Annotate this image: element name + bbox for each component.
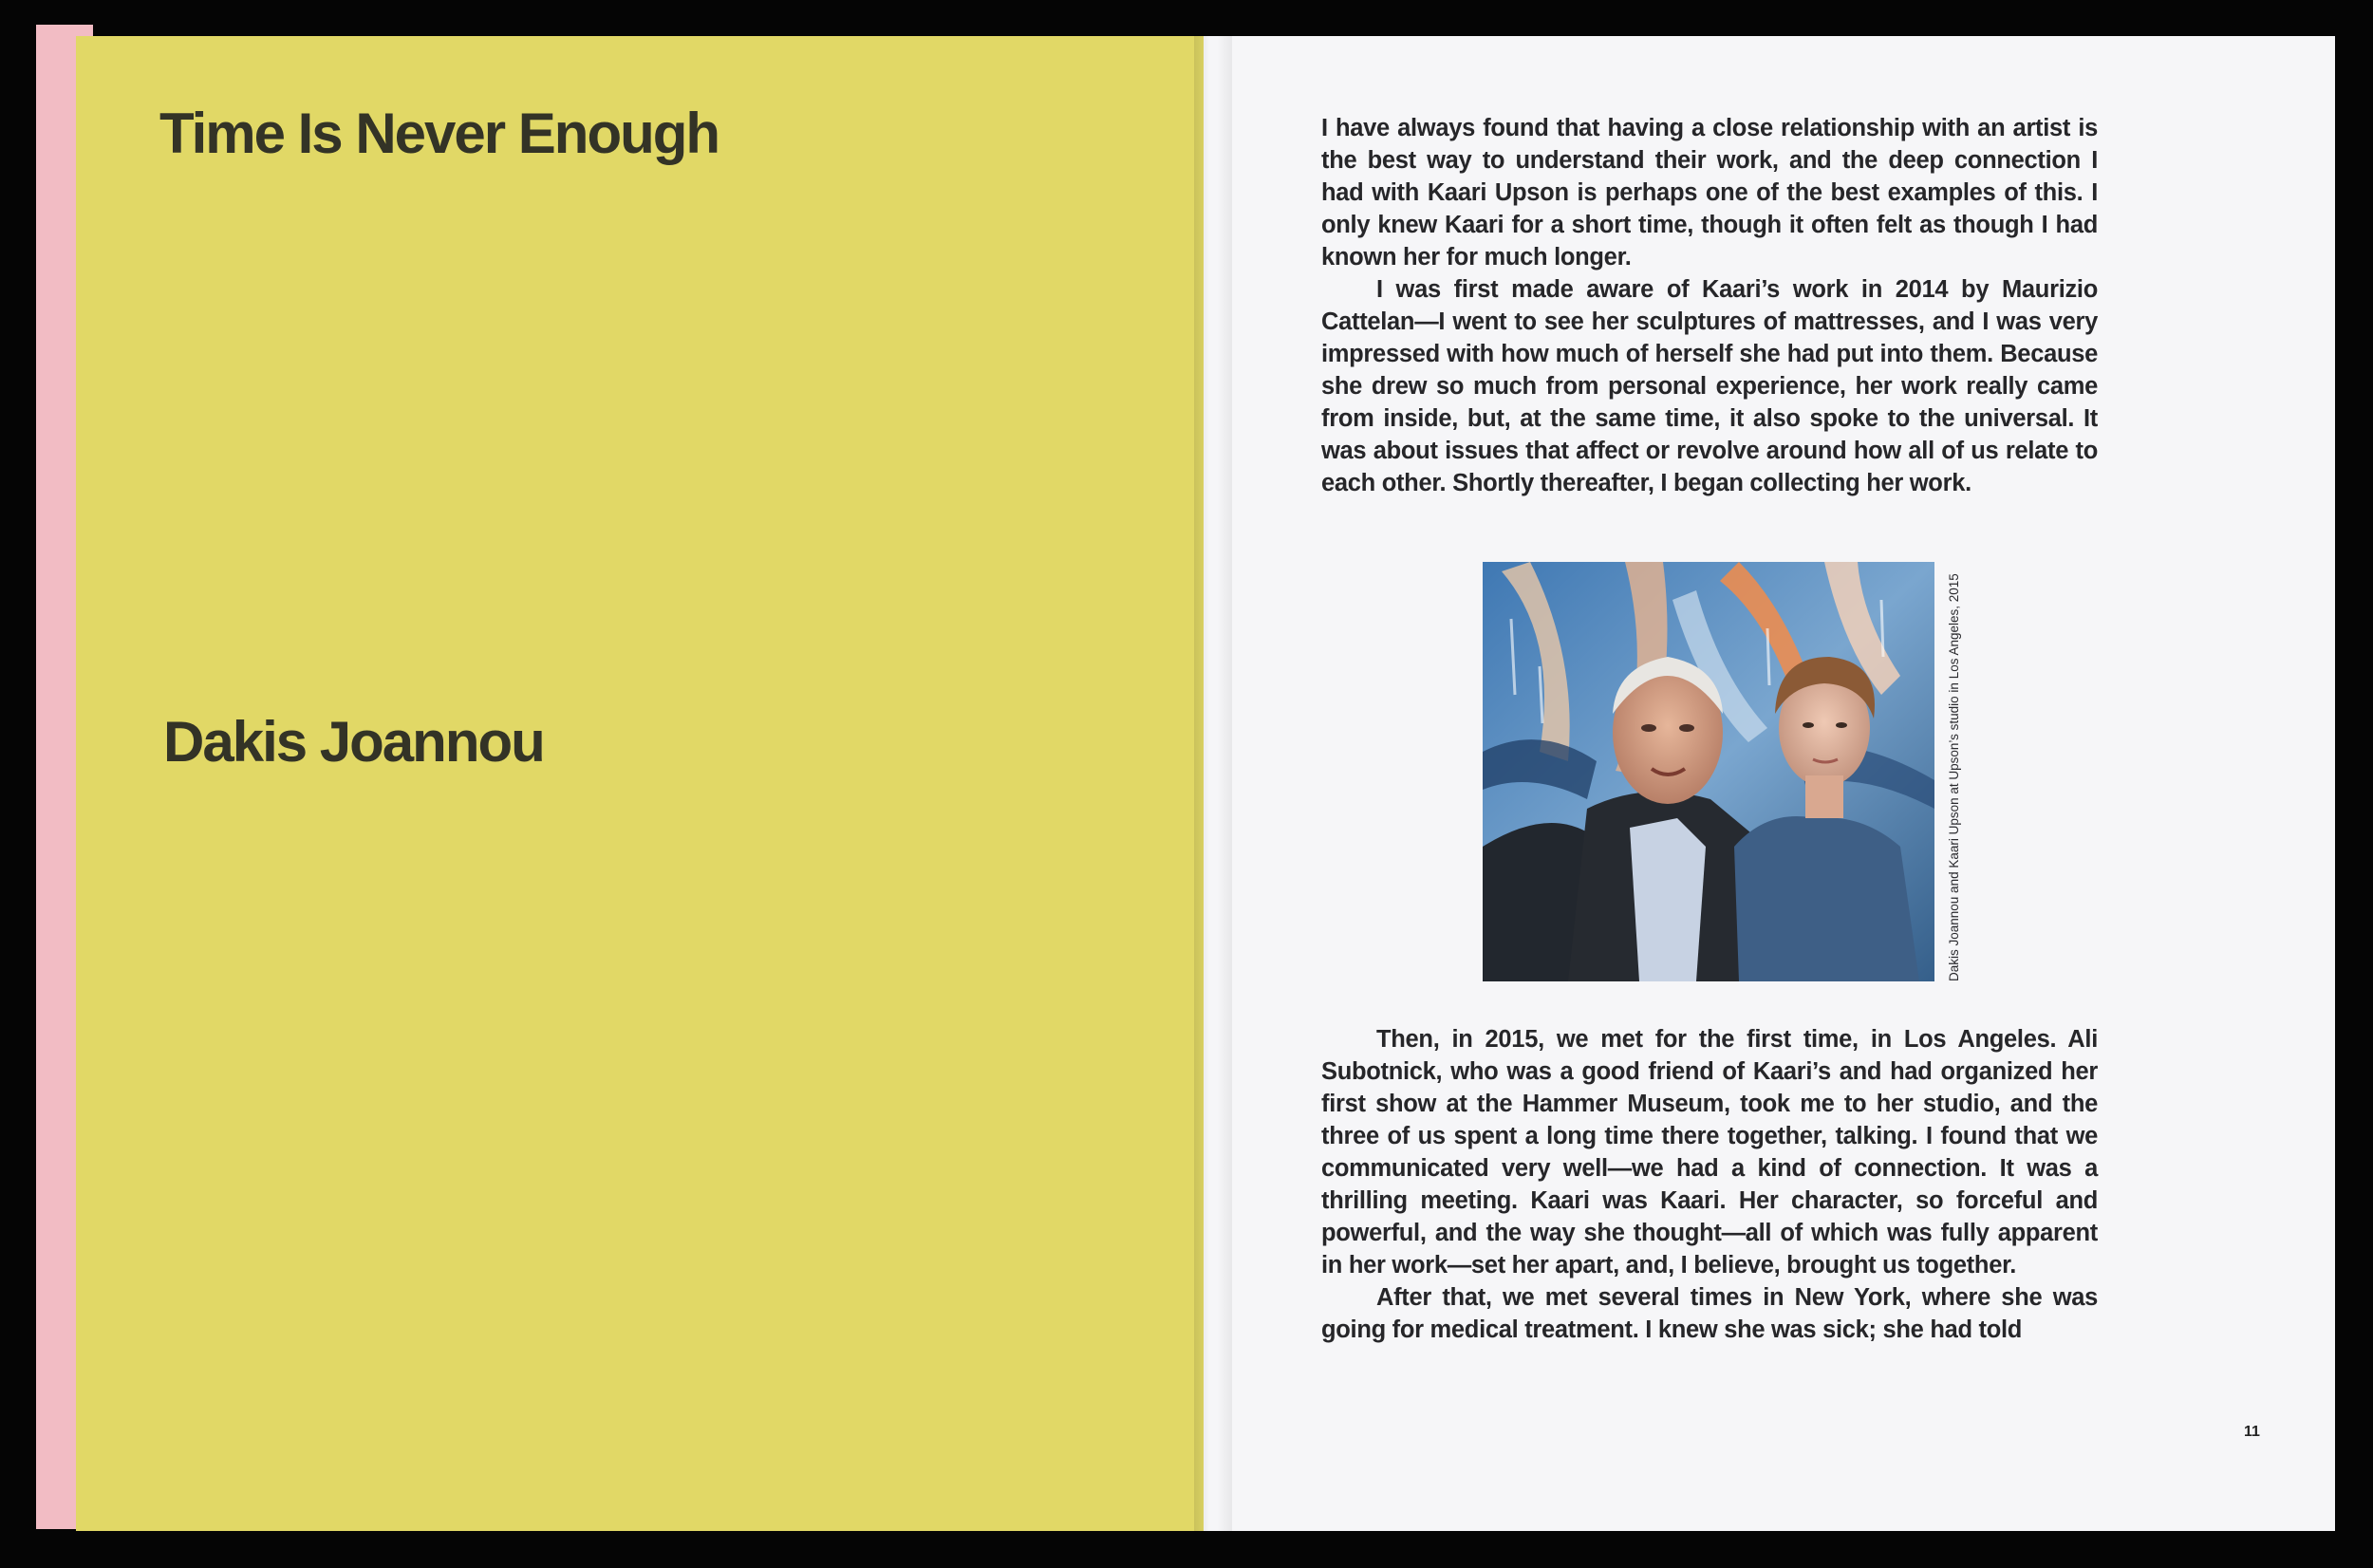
body-paragraph-2: I was first made aware of Kaari’s work in 2014 by Maurizio Cattelan—I went to see her sculptures of mattresses, and I was very impressed with how much of herself she had put into them. Because she drew so much from personal experience, her work really came from inside, but, at the same time, it also spoke to the universal. It was about issues that affect or revolve around how all of us relate to each other. Shortly thereafter, I began collecting her work.: [1321, 276, 2098, 496]
body-paragraph-4: After that, we met several times in New York, where she was going for medical treatment. I knew she was sick; she had told: [1321, 1284, 2098, 1343]
left-page: [76, 36, 1204, 1531]
essay-title: Time Is Never Enough: [159, 102, 719, 165]
page-number: 11: [2244, 1424, 2260, 1440]
photo-caption: Dakis Joannou and Kaari Upson at Upson’s studio in Los Angeles, 2015: [1947, 573, 1961, 981]
photo-dakis-and-kaari: [1483, 562, 1934, 981]
author-name: Dakis Joannou: [163, 710, 544, 774]
body-paragraph-3: Then, in 2015, we met for the first time, in Los Angeles. Ali Subotnick, who was a good friend of Kaari’s and had organized her first show at the Hammer Museum, took me to her studio, and the three of us spent a long time there together, talking. I found that we communicated very well—we had a kind of connection. It was a thrilling meeting. Kaari was Kaari. Her character, so forceful and powerful, and the way she thought—all of which was fully apparent in her work—set her apart, and, I believe, brought us together.: [1321, 1026, 2098, 1279]
body-paragraph-1: I have always found that having a close relationship with an artist is the best way to understand their work, and the deep connection I had with Kaari Upson is perhaps one of the best examples of this. I only knew Kaari for a short time, though it often felt as though I had known her for much longer.: [1321, 115, 2098, 271]
right-page: [1204, 36, 2335, 1531]
